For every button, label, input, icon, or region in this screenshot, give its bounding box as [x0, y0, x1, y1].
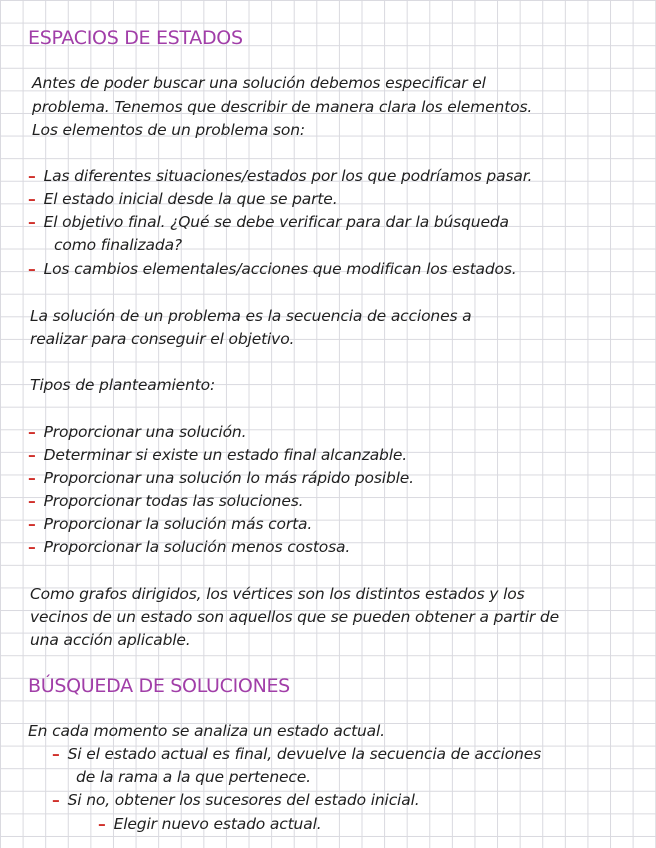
intro-line: Antes de poder buscar una solución debemos especificar el [32, 74, 486, 92]
graphs-line: Como grafos dirigidos, los vértices son los distintos estados y los [30, 585, 525, 603]
graphs-line: vecinos de un estado son aquellos que se pueden obtener a partir de [30, 608, 559, 626]
dash-bullet-icon: – [52, 745, 60, 763]
dash-bullet-icon: – [98, 815, 106, 833]
list-item: – Proporcionar todas las soluciones. [28, 492, 304, 510]
list-item: – Proporcionar la solución más corta. [28, 515, 313, 533]
list-item: – Las diferentes situaciones/estados por los que podríamos pasar. [28, 167, 533, 185]
dash-bullet-icon: – [52, 791, 60, 809]
list-item: – Proporcionar la solución menos costosa. [28, 538, 351, 556]
list-item-continuation: como finalizada? [54, 236, 183, 254]
dash-bullet-icon: – [28, 167, 36, 185]
dash-bullet-icon: – [28, 446, 36, 464]
solution-line: realizar para conseguir el objetivo. [30, 330, 295, 348]
intro-line: Los elementos de un problema son: [32, 121, 305, 139]
list-item: – Los cambios elementales/acciones que modifican los estados. [28, 260, 517, 278]
dash-bullet-icon: – [28, 260, 36, 278]
list-item: – Si no, obtener los sucesores del estado inicial. [52, 791, 420, 809]
search-intro-line: En cada momento se analiza un estado actual. [28, 722, 385, 740]
list-item: – El objetivo final. ¿Qué se debe verificar para dar la búsqueda [28, 213, 509, 231]
dash-bullet-icon: – [28, 538, 36, 556]
list-item: – Si el estado actual es final, devuelve la secuencia de acciones [52, 745, 542, 763]
graphs-line: una acción aplicable. [30, 631, 191, 649]
dash-bullet-icon: – [28, 469, 36, 487]
list-item: – Proporcionar una solución lo más rápido posible. [28, 469, 414, 487]
list-item-continuation: de la rama a la que pertenece. [76, 768, 311, 786]
dash-bullet-icon: – [28, 423, 36, 441]
dash-bullet-icon: – [28, 213, 36, 231]
dash-bullet-icon: – [28, 492, 36, 510]
list-item: – El estado inicial desde la que se parte. [28, 190, 338, 208]
dash-bullet-icon: – [28, 190, 36, 208]
list-item: – Determinar si existe un estado final alcanzable. [28, 446, 408, 464]
list-item: – Proporcionar una solución. [28, 423, 247, 441]
list-item-nested: – Elegir nuevo estado actual. [98, 815, 322, 833]
intro-line: problema. Tenemos que describir de manera clara los elementos. [32, 98, 533, 116]
solution-line: La solución de un problema es la secuencia de acciones a [30, 307, 472, 325]
types-label: Tipos de planteamiento: [30, 376, 216, 394]
section-title-estados: ESPACIOS DE ESTADOS [28, 27, 243, 49]
section-title-busqueda: BÚSQUEDA DE SOLUCIONES [28, 675, 290, 697]
dash-bullet-icon: – [28, 515, 36, 533]
